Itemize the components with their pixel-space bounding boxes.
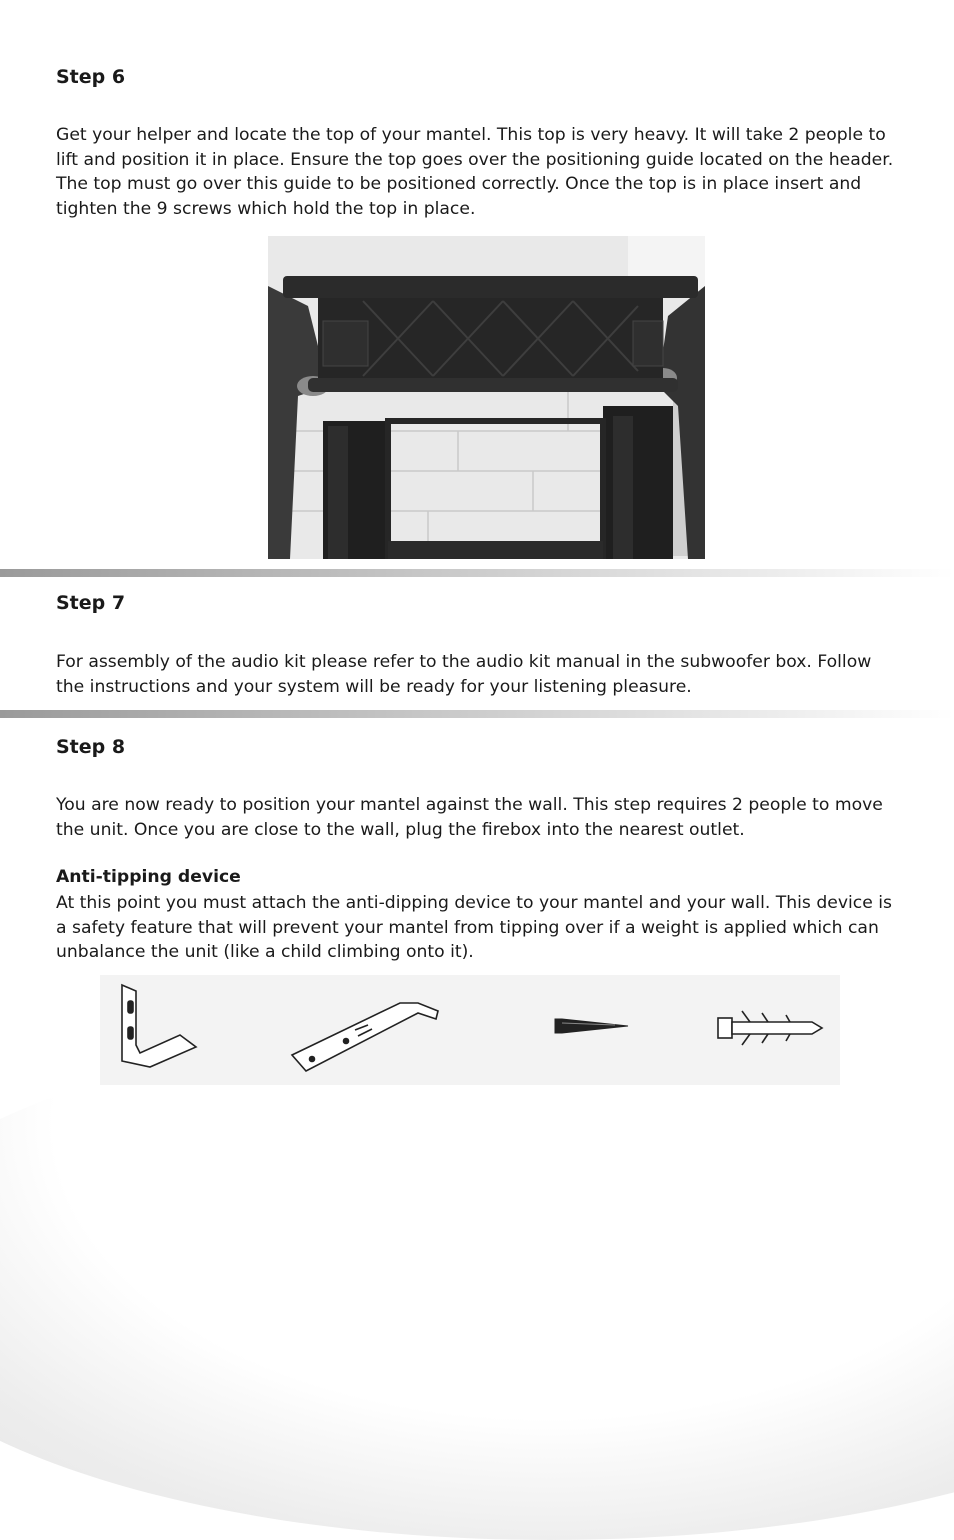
anti-tipping-heading: Anti-tipping device: [56, 867, 241, 887]
section-divider: [0, 710, 954, 718]
step6-text: Get your helper and locate the top of your mantel. This top is very heavy. It will take 2 people to lift and position it in place. Ensure the top goes over the positioning guide located on the header. The top must go over this guide to be positioned correctly. Once the top is in place insert and tighten the 9 screws which hold the top in place.: [56, 125, 894, 219]
section-divider: [0, 569, 954, 577]
anti-tipping-hardware-illustration: [100, 975, 840, 1085]
anti-tipping-text: At this point you must attach the anti-dipping device to your mantel and your wall. This device is a safety feature that will prevent your mantel from tipping over if a weight is applied which can unbalance the unit (like a child climbing onto it).: [56, 893, 893, 962]
step8-text: You are now ready to position your mantel against the wall. This step requires 2 people to move the unit. Once you are close to the wall, plug the firebox into the nearest outlet.: [56, 795, 883, 840]
step7-text: For assembly of the audio kit please refer to the audio kit manual in the subwoofer box. Follow the instructions and your system will be ready for your listening pleasure.: [56, 652, 872, 697]
step7-heading: Step 7: [56, 592, 126, 614]
step8-heading: Step 8: [56, 736, 126, 758]
mantel-photo: [268, 236, 705, 559]
step6-heading: Step 6: [56, 66, 126, 88]
